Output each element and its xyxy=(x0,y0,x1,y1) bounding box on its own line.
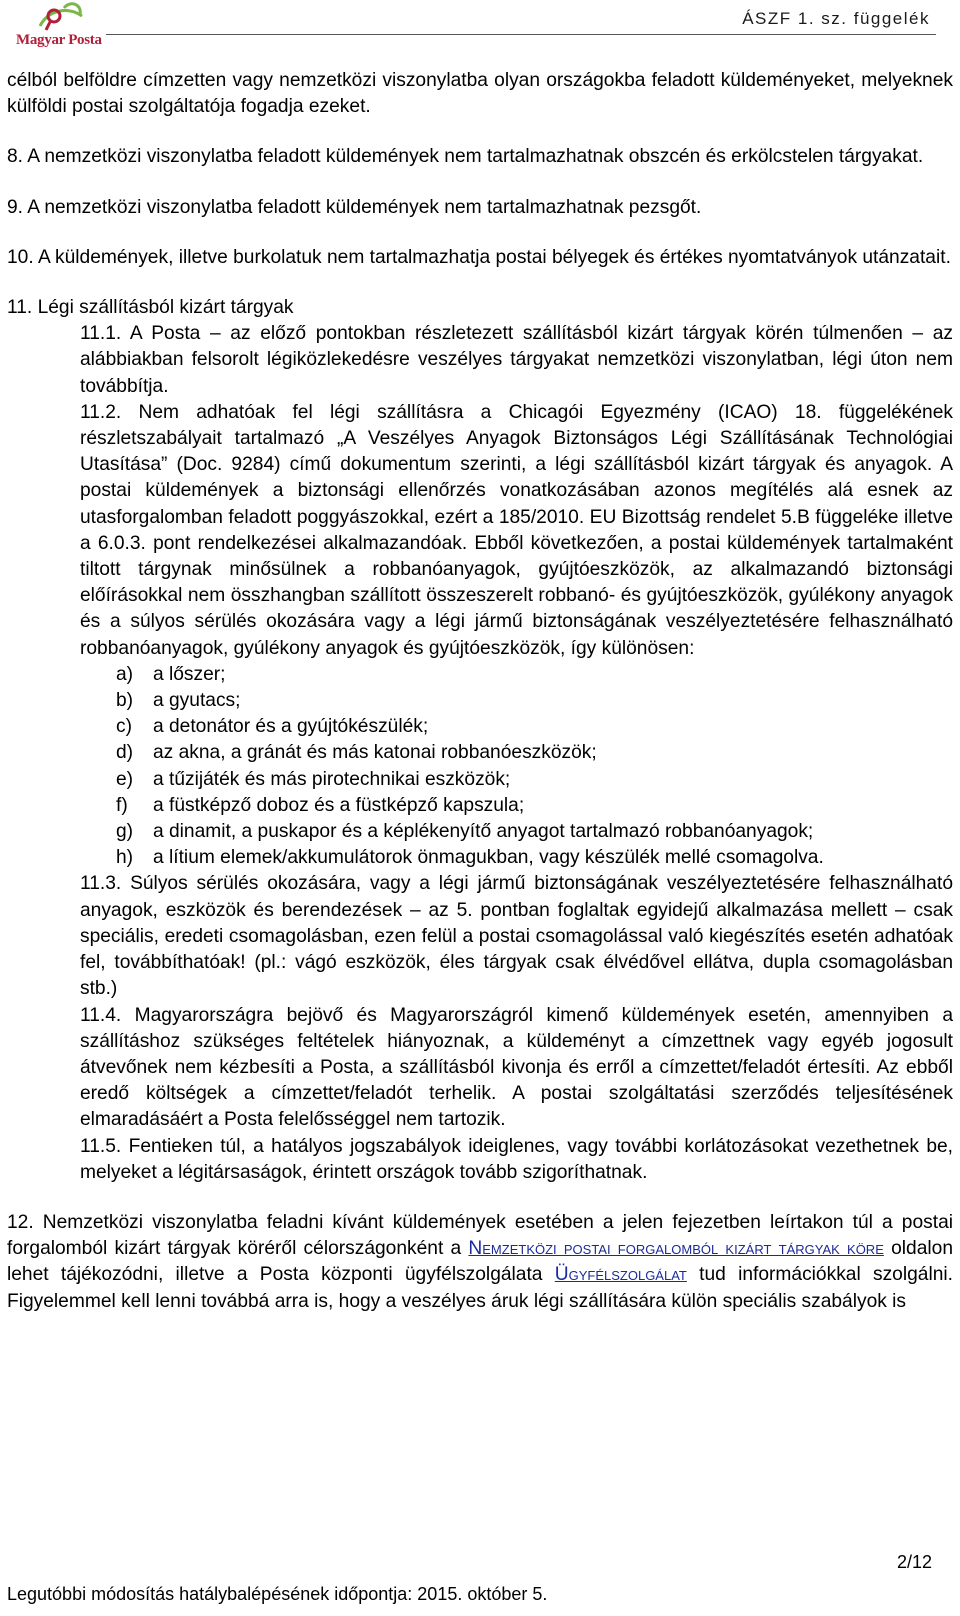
document-reference: ÁSZF 1. sz. függelék xyxy=(742,9,930,28)
intro-paragraph: célból belföldre címzetten vagy nemzetközi viszonylatba olyan országokba feladott küldeményeket, melyeknek külföldi postai szolgáltatója fogadja ezeket. xyxy=(7,70,953,118)
prohibited-items-list xyxy=(7,662,953,872)
section-11-5: 11.5. Fentieken túl, a hatályos jogszabályok ideiglenes, vagy további korlátozásokat vezethetnek be, melyeket a légitársaságok, érintett országok tovább szigoríthatnak. xyxy=(80,1135,953,1183)
page-number: 2/12 xyxy=(896,1552,932,1572)
section-11-4: 11.4. Magyarországra bejövő és Magyarországról kimenő küldemények esetén, amennyiben a szállításhoz szükséges feltételek hiányoznak, a küldeményt a címzettnek vagy egyéb jogosult átvevőnek nem kézbesíti a Posta, a szállításból kivonja és erről a címzettet/feladót értesíti. Az ebből eredő költségek a címzettet/feladót terhelik. A postai szolgáltatási szerződés teljesítésének elmaradásáért a Posta felelősséggel nem tartozik. xyxy=(80,1004,953,1131)
document-body xyxy=(7,68,953,1315)
list-item: d) az akna, a gránát és más katonai robbanóeszközök; xyxy=(116,742,597,764)
list-item: c) a detonátor és a gyújtókészülék; xyxy=(116,716,429,738)
list-item: b) a gyutacs; xyxy=(116,690,241,712)
posthorn-icon xyxy=(10,2,102,36)
section-12: 12. Nemzetközi viszonylatba feladni kívánt küldemények esetében a jelen fejezetben leírtakon túl a postai forgalomból kizárt tárgyak köréről célországonként a Nemzetközi postai forgalomból kizárt tárgyak köre oldalon lehet tájékozódni, illetve a Posta központi ügyfélszolgálata Ügyfélszolgálat tud információkkal szolgálni. Figyelemmel kell lenni továbbá arra is, hogy a veszélyes áruk légi szállítására külön speciális szabályok is xyxy=(7,1211,953,1312)
magyar-posta-logo xyxy=(10,2,102,54)
section-11-3: 11.3. Súlyos sérülés okozására, vagy a légi jármű biztonságának veszélyeztetésére felhasználható anyagok, eszközök és berendezések – az 5. pontban foglaltak egyidejű alkalmazása mellett – csak speciális, eredeti csomagolásban, ezen felül a postai csomagolással való kiegészítés esetén adhatóak fel, továbbíthatóak! (pl.: vágó eszközök, éles tárgyak csak élvédővel ellátva, dupla csomagolásban stb.) xyxy=(80,873,953,1000)
section-9: 9. A nemzetközi viszonylatba feladott küldemények nem tartalmazhatnak pezsgőt. xyxy=(7,196,702,218)
logo-text: Magyar Posta xyxy=(16,32,102,48)
section-10: 10. A küldemények, illetve burkolatuk nem tartalmazhatja postai bélyegek és értékes nyomtatványok utánzatait. xyxy=(7,246,951,268)
list-item: a) a lőszer; xyxy=(116,663,226,685)
section-11-1: 11.1. A Posta – az előző pontokban részletezett szállításból kizárt tárgyak körén túlmenően – az alábbiakban felsorolt légiközlekedésre veszélyes tárgyakat nemzetközi viszonylatban, légi úton nem továbbítja. xyxy=(80,323,953,397)
list-item: g) a dinamit, a puskapor és a képlékenyítő anyagot tartalmazó robbanóanyagok; xyxy=(116,821,814,843)
list-item: f) a füstképző doboz és a füstképző kapszula; xyxy=(116,794,525,816)
header-rule xyxy=(106,34,936,35)
section-11-title: 11. Légi szállításból kizárt tárgyak xyxy=(7,297,294,319)
customer-service-link[interactable]: Ügyfélszolgálat xyxy=(554,1264,687,1286)
list-item: e) a tűzijáték és más pirotechnikai eszközök; xyxy=(116,768,511,790)
list-item: h) a lítium elemek/akkumulátorok önmagukban, vagy készülék mellé csomagolva. xyxy=(116,847,824,869)
section-11-2: 11.2. Nem adhatóak fel légi szállításra a Chicagói Egyezmény (ICAO) 18. függelékének részletszabályait tartalmazó „A Veszélyes Anyagok Biztonságos Légi Szállításának Technológiai Utasítása” (Doc. 9284) című dokumentum szerinti, a légi szállításból kizárt tárgyak és anyagok. A postai küldemények a biztonsági ellenőrzés vonatkozásában azonos megítélés alá esnek az utasforgalomban feladott poggyászokkal, ezért a 185/2010. EU Bizottság rendelet 5.B függeléke illetve a 6.0.3. pont rendelkezései alkalmazandóak. Ebből következően, a postai küldemények tartalmaként tiltott tárgynak minősülnek a robbanóanyagok, gyújtóeszközök, az alkalmazandó biztonsági előírásokkal nem összhangban szállított összeszerelt robbanó- és gyújtóeszközök, gyúlékony anyagok és a súlyos sérülés okozására vagy a légi jármű biztonságának veszélyeztetésére felhasználható robbanóanyagok, gyúlékony anyagok és gyújtóeszközök, így különösen: xyxy=(80,401,953,659)
excluded-items-link[interactable]: Nemzetközi postai forgalomból kizárt tárgyak köre xyxy=(468,1238,884,1260)
section-8: 8. A nemzetközi viszonylatba feladott küldemények nem tartalmazhatnak obszcén és erkölcstelen tárgyakat. xyxy=(7,146,924,168)
footer-effective-date: Legutóbbi módosítás hatálybalépésének időpontja: 2015. október 5. xyxy=(7,1584,548,1604)
